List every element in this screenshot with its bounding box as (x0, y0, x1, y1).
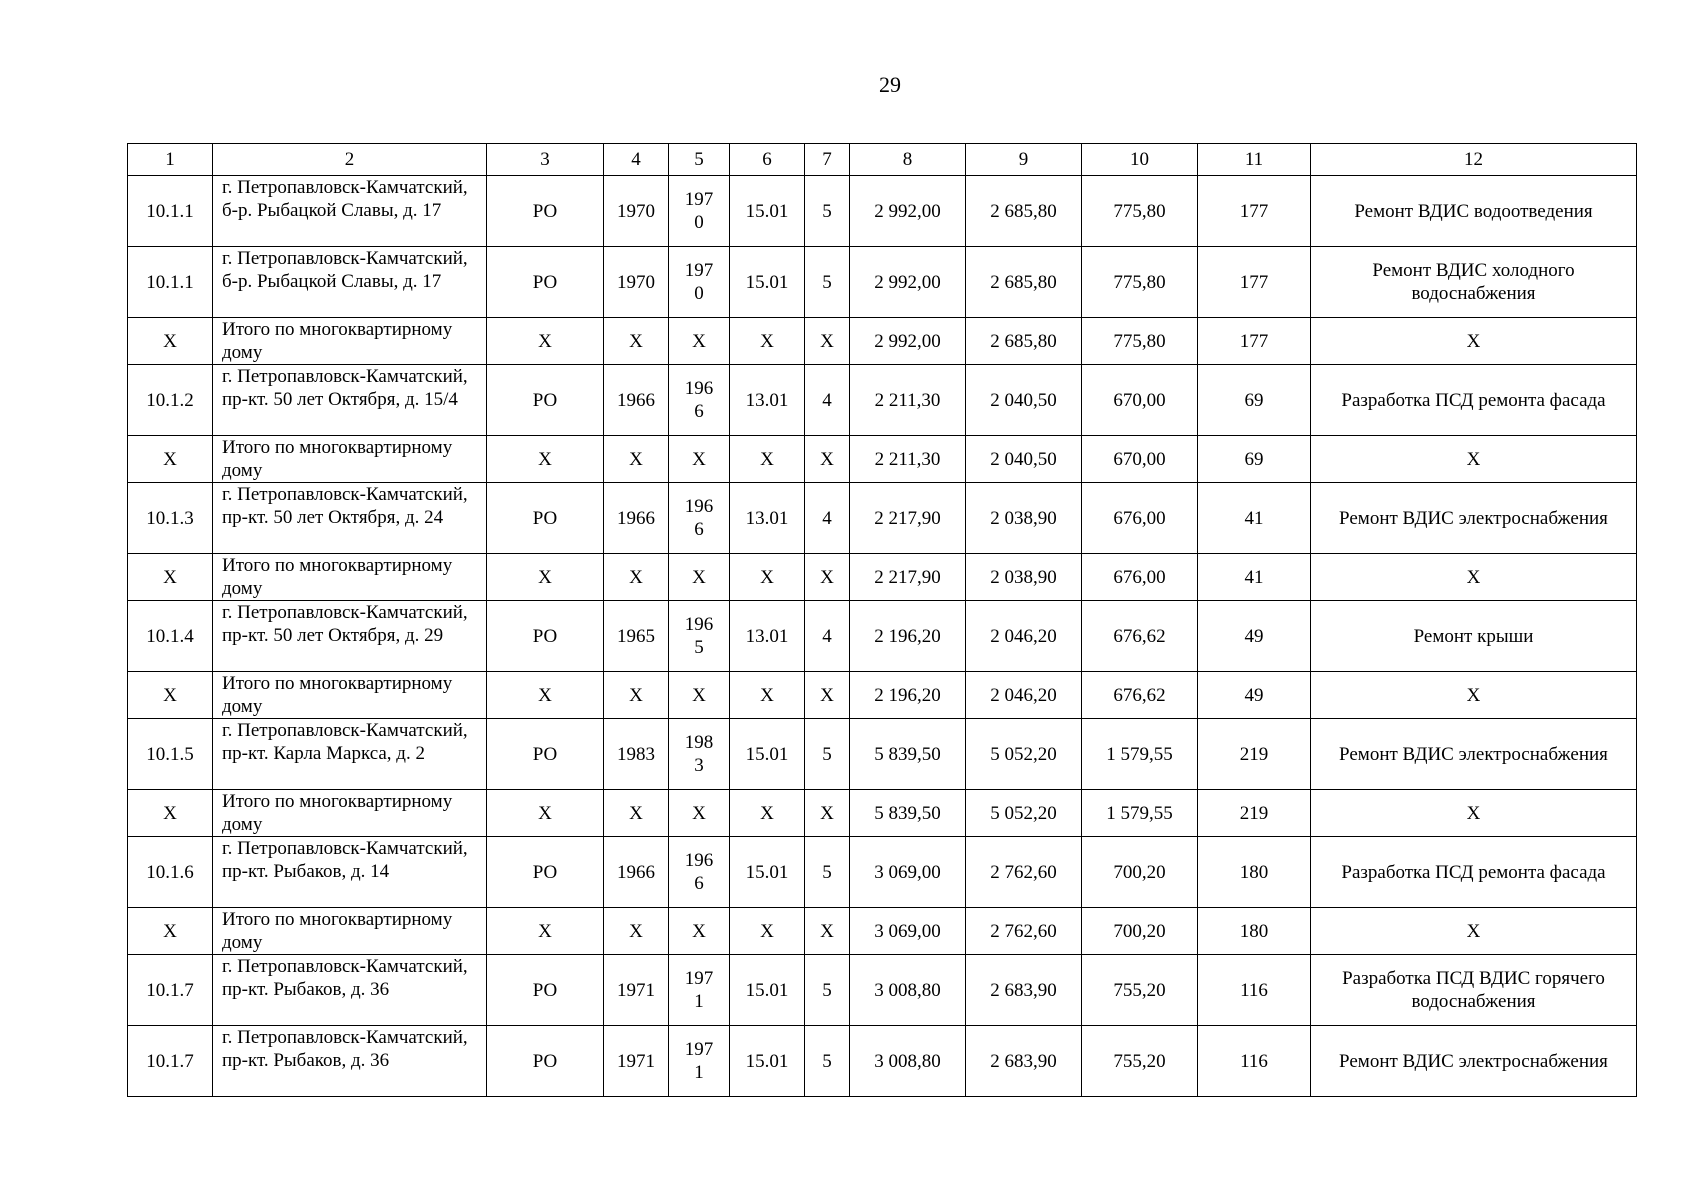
owner-cell: РО (487, 483, 604, 554)
floors-cell: 5 (805, 837, 850, 908)
year-built-cell: X (604, 554, 669, 601)
header-cell: 8 (850, 144, 966, 176)
floors-cell: 4 (805, 601, 850, 672)
table-row (128, 1026, 1637, 1097)
work-type-cell: Разработка ПСД ремонта фасада (1311, 365, 1637, 436)
header-cell: 1 (128, 144, 213, 176)
row-number-cell: 10.1.6 (128, 837, 213, 908)
table-row (128, 601, 1637, 672)
living-area-cell: 2 685,80 (966, 247, 1082, 318)
wall-type-cell: X (730, 672, 805, 719)
year-commissioned-text: 1971 (684, 1039, 714, 1083)
work-type-cell: Ремонт ВДИС электроснабжения (1311, 483, 1637, 554)
year-built-cell: X (604, 672, 669, 719)
row-number-cell: 10.1.7 (128, 955, 213, 1026)
floors-cell: 4 (805, 483, 850, 554)
total-area-cell: 2 211,30 (850, 436, 966, 483)
residents-cell: 177 (1198, 247, 1311, 318)
living-area-cell: 2 683,90 (966, 1026, 1082, 1097)
non-living-area-cell: 676,00 (1082, 554, 1198, 601)
living-area-cell: 2 046,20 (966, 601, 1082, 672)
residents-cell: 41 (1198, 483, 1311, 554)
living-area-cell: 2 762,60 (966, 837, 1082, 908)
total-area-cell: 2 992,00 (850, 318, 966, 365)
year-commissioned-cell (669, 483, 730, 554)
non-living-area-cell: 700,20 (1082, 908, 1198, 955)
floors-cell: X (805, 790, 850, 837)
residents-cell: 219 (1198, 719, 1311, 790)
table-row (128, 247, 1637, 318)
row-number-cell: X (128, 318, 213, 365)
year-built-cell: 1971 (604, 955, 669, 1026)
owner-cell: X (487, 436, 604, 483)
row-number-cell: X (128, 790, 213, 837)
row-number-cell: 10.1.2 (128, 365, 213, 436)
header-cell: 7 (805, 144, 850, 176)
wall-type-cell: 13.01 (730, 601, 805, 672)
living-area-cell: 2 685,80 (966, 176, 1082, 247)
header-cell: 6 (730, 144, 805, 176)
living-area-cell: 2 046,20 (966, 672, 1082, 719)
table-row (128, 955, 1637, 1026)
work-type-cell: X (1311, 790, 1637, 837)
table-row (128, 483, 1637, 554)
owner-cell: X (487, 318, 604, 365)
residents-cell: 116 (1198, 1026, 1311, 1097)
year-commissioned-text: 1965 (684, 614, 714, 658)
floors-cell: X (805, 908, 850, 955)
row-number-cell: X (128, 672, 213, 719)
total-area-cell: 2 992,00 (850, 247, 966, 318)
address-cell: г. Петропавловск-Камчатский, пр-кт. Рыбаков, д. 36 (213, 955, 487, 1026)
row-number-cell: 10.1.3 (128, 483, 213, 554)
year-commissioned-cell: X (669, 318, 730, 365)
data-table (127, 143, 1637, 1097)
living-area-cell: 2 038,90 (966, 483, 1082, 554)
year-commissioned-text: 1970 (684, 189, 714, 233)
total-row (128, 318, 1637, 365)
year-commissioned-cell (669, 365, 730, 436)
floors-cell: 5 (805, 719, 850, 790)
header-cell: 11 (1198, 144, 1311, 176)
wall-type-cell: X (730, 436, 805, 483)
address-cell: г. Петропавловск-Камчатский, б-р. Рыбацкой Славы, д. 17 (213, 247, 487, 318)
year-built-cell: 1966 (604, 837, 669, 908)
address-cell: г. Петропавловск-Камчатский, пр-кт. Рыбаков, д. 14 (213, 837, 487, 908)
owner-cell: РО (487, 176, 604, 247)
row-number-cell: 10.1.5 (128, 719, 213, 790)
work-type-cell: Ремонт ВДИС водоотведения (1311, 176, 1637, 247)
year-commissioned-cell: X (669, 436, 730, 483)
year-commissioned-cell (669, 837, 730, 908)
wall-type-cell: X (730, 908, 805, 955)
row-number-cell: X (128, 554, 213, 601)
table-row (128, 837, 1637, 908)
living-area-cell: 5 052,20 (966, 719, 1082, 790)
non-living-area-cell: 775,80 (1082, 176, 1198, 247)
living-area-cell: 2 040,50 (966, 365, 1082, 436)
owner-cell: РО (487, 837, 604, 908)
year-built-cell: 1983 (604, 719, 669, 790)
work-type-cell: X (1311, 672, 1637, 719)
year-built-cell: 1970 (604, 247, 669, 318)
non-living-area-cell: 755,20 (1082, 1026, 1198, 1097)
wall-type-cell: X (730, 554, 805, 601)
wall-type-cell: X (730, 318, 805, 365)
header-row (128, 144, 1637, 176)
address-cell: Итого по многоквартирному дому (213, 436, 487, 483)
total-row (128, 554, 1637, 601)
residents-cell: 49 (1198, 672, 1311, 719)
wall-type-cell: 13.01 (730, 365, 805, 436)
owner-cell: X (487, 790, 604, 837)
living-area-cell: 2 038,90 (966, 554, 1082, 601)
total-row (128, 436, 1637, 483)
owner-cell: РО (487, 955, 604, 1026)
residents-cell: 49 (1198, 601, 1311, 672)
work-type-cell: X (1311, 318, 1637, 365)
year-commissioned-cell: X (669, 908, 730, 955)
row-number-cell: 10.1.7 (128, 1026, 213, 1097)
residents-cell: 69 (1198, 436, 1311, 483)
header-cell: 5 (669, 144, 730, 176)
living-area-cell: 5 052,20 (966, 790, 1082, 837)
year-built-cell: X (604, 790, 669, 837)
owner-cell: X (487, 908, 604, 955)
work-type-cell: X (1311, 436, 1637, 483)
work-type-cell: Ремонт ВДИС холодного водоснабжения (1311, 247, 1637, 318)
wall-type-cell: 13.01 (730, 483, 805, 554)
living-area-cell: 2 040,50 (966, 436, 1082, 483)
address-cell: Итого по многоквартирному дому (213, 554, 487, 601)
total-row (128, 908, 1637, 955)
year-built-cell: X (604, 908, 669, 955)
non-living-area-cell: 1 579,55 (1082, 790, 1198, 837)
work-type-cell: Ремонт ВДИС электроснабжения (1311, 719, 1637, 790)
wall-type-cell: 15.01 (730, 1026, 805, 1097)
address-cell: Итого по многоквартирному дому (213, 318, 487, 365)
year-built-cell: X (604, 318, 669, 365)
non-living-area-cell: 670,00 (1082, 365, 1198, 436)
non-living-area-cell: 676,62 (1082, 601, 1198, 672)
table-row (128, 365, 1637, 436)
floors-cell: 5 (805, 955, 850, 1026)
table-body (128, 144, 1637, 1097)
wall-type-cell: 15.01 (730, 247, 805, 318)
wall-type-cell: 15.01 (730, 176, 805, 247)
header-cell: 10 (1082, 144, 1198, 176)
residents-cell: 177 (1198, 176, 1311, 247)
owner-cell: РО (487, 719, 604, 790)
year-commissioned-cell (669, 601, 730, 672)
total-area-cell: 3 008,80 (850, 1026, 966, 1097)
table-row (128, 176, 1637, 247)
non-living-area-cell: 775,80 (1082, 247, 1198, 318)
year-commissioned-cell: X (669, 672, 730, 719)
owner-cell: РО (487, 1026, 604, 1097)
total-area-cell: 2 196,20 (850, 672, 966, 719)
total-area-cell: 2 217,90 (850, 483, 966, 554)
residents-cell: 180 (1198, 908, 1311, 955)
floors-cell: X (805, 672, 850, 719)
row-number-cell: X (128, 436, 213, 483)
header-cell: 9 (966, 144, 1082, 176)
total-row (128, 790, 1637, 837)
address-cell: г. Петропавловск-Камчатский, б-р. Рыбацкой Славы, д. 17 (213, 176, 487, 247)
living-area-cell: 2 685,80 (966, 318, 1082, 365)
row-number-cell: 10.1.1 (128, 247, 213, 318)
floors-cell: 5 (805, 176, 850, 247)
year-commissioned-text: 1970 (684, 260, 714, 304)
total-area-cell: 3 069,00 (850, 908, 966, 955)
wall-type-cell: 15.01 (730, 837, 805, 908)
owner-cell: РО (487, 365, 604, 436)
year-commissioned-cell (669, 247, 730, 318)
work-type-cell: X (1311, 554, 1637, 601)
non-living-area-cell: 755,20 (1082, 955, 1198, 1026)
row-number-cell: X (128, 908, 213, 955)
work-type-cell: Разработка ПСД ремонта фасада (1311, 837, 1637, 908)
total-area-cell: 5 839,50 (850, 719, 966, 790)
year-commissioned-text: 1983 (684, 732, 714, 776)
year-commissioned-cell: X (669, 554, 730, 601)
address-cell: г. Петропавловск-Камчатский, пр-кт. Карла Маркса, д. 2 (213, 719, 487, 790)
year-built-cell: X (604, 436, 669, 483)
header-cell: 12 (1311, 144, 1637, 176)
total-area-cell: 3 069,00 (850, 837, 966, 908)
floors-cell: 4 (805, 365, 850, 436)
work-type-cell: Ремонт ВДИС электроснабжения (1311, 1026, 1637, 1097)
non-living-area-cell: 670,00 (1082, 436, 1198, 483)
non-living-area-cell: 676,62 (1082, 672, 1198, 719)
year-built-cell: 1971 (604, 1026, 669, 1097)
year-built-cell: 1966 (604, 365, 669, 436)
non-living-area-cell: 676,00 (1082, 483, 1198, 554)
total-area-cell: 3 008,80 (850, 955, 966, 1026)
year-built-cell: 1966 (604, 483, 669, 554)
year-commissioned-cell: X (669, 790, 730, 837)
year-commissioned-cell (669, 176, 730, 247)
floors-cell: X (805, 436, 850, 483)
total-area-cell: 2 196,20 (850, 601, 966, 672)
living-area-cell: 2 762,60 (966, 908, 1082, 955)
year-commissioned-cell (669, 1026, 730, 1097)
residents-cell: 180 (1198, 837, 1311, 908)
residents-cell: 177 (1198, 318, 1311, 365)
work-type-cell: Разработка ПСД ВДИС горячего водоснабжения (1311, 955, 1637, 1026)
wall-type-cell: X (730, 790, 805, 837)
non-living-area-cell: 775,80 (1082, 318, 1198, 365)
total-area-cell: 2 992,00 (850, 176, 966, 247)
address-cell: Итого по многоквартирному дому (213, 790, 487, 837)
year-commissioned-text: 1966 (684, 496, 714, 540)
owner-cell: X (487, 554, 604, 601)
total-area-cell: 2 211,30 (850, 365, 966, 436)
page-number: 29 (879, 72, 901, 97)
row-number-cell: 10.1.1 (128, 176, 213, 247)
residents-cell: 219 (1198, 790, 1311, 837)
floors-cell: X (805, 554, 850, 601)
floors-cell: 5 (805, 1026, 850, 1097)
year-built-cell: 1970 (604, 176, 669, 247)
header-cell: 3 (487, 144, 604, 176)
year-commissioned-text: 1966 (684, 378, 714, 422)
year-built-cell: 1965 (604, 601, 669, 672)
non-living-area-cell: 1 579,55 (1082, 719, 1198, 790)
non-living-area-cell: 700,20 (1082, 837, 1198, 908)
floors-cell: X (805, 318, 850, 365)
year-commissioned-cell (669, 955, 730, 1026)
row-number-cell: 10.1.4 (128, 601, 213, 672)
residents-cell: 41 (1198, 554, 1311, 601)
residents-cell: 116 (1198, 955, 1311, 1026)
work-type-cell: Ремонт крыши (1311, 601, 1637, 672)
address-cell: г. Петропавловск-Камчатский, пр-кт. 50 лет Октября, д. 15/4 (213, 365, 487, 436)
work-type-cell: X (1311, 908, 1637, 955)
owner-cell: РО (487, 247, 604, 318)
residents-cell: 69 (1198, 365, 1311, 436)
total-row (128, 672, 1637, 719)
address-cell: Итого по многоквартирному дому (213, 672, 487, 719)
wall-type-cell: 15.01 (730, 719, 805, 790)
year-commissioned-cell (669, 719, 730, 790)
total-area-cell: 5 839,50 (850, 790, 966, 837)
owner-cell: РО (487, 601, 604, 672)
year-commissioned-text: 1971 (684, 968, 714, 1012)
header-cell: 4 (604, 144, 669, 176)
table-row (128, 719, 1637, 790)
year-commissioned-text: 1966 (684, 850, 714, 894)
owner-cell: X (487, 672, 604, 719)
living-area-cell: 2 683,90 (966, 955, 1082, 1026)
address-cell: г. Петропавловск-Камчатский, пр-кт. 50 лет Октября, д. 29 (213, 601, 487, 672)
address-cell: Итого по многоквартирному дому (213, 908, 487, 955)
floors-cell: 5 (805, 247, 850, 318)
address-cell: г. Петропавловск-Камчатский, пр-кт. Рыбаков, д. 36 (213, 1026, 487, 1097)
address-cell: г. Петропавловск-Камчатский, пр-кт. 50 лет Октября, д. 24 (213, 483, 487, 554)
wall-type-cell: 15.01 (730, 955, 805, 1026)
header-cell: 2 (213, 144, 487, 176)
total-area-cell: 2 217,90 (850, 554, 966, 601)
